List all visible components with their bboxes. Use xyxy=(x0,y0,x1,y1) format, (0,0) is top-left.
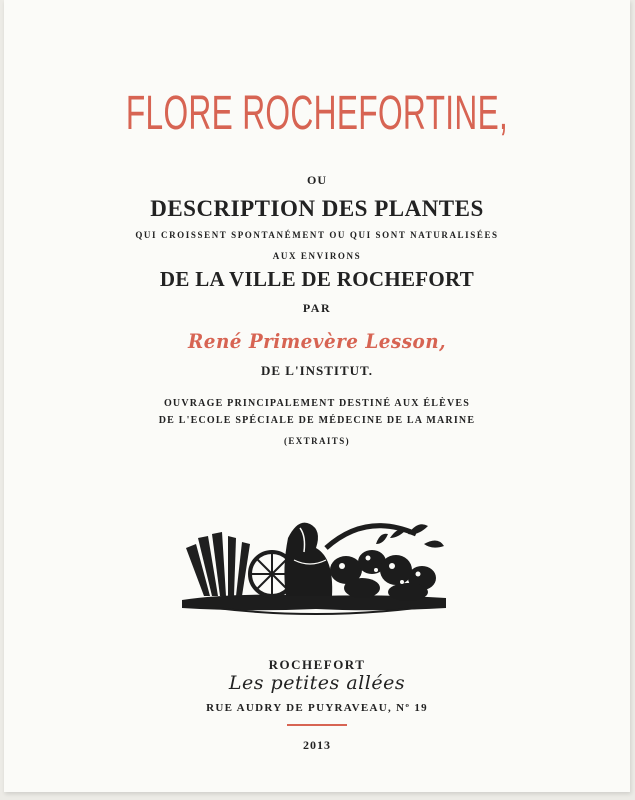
red-divider-rule xyxy=(287,724,347,726)
subtitle-place: DE LA VILLE DE ROCHEFORT xyxy=(159,267,475,291)
author-name: René Primevère Lesson, xyxy=(188,329,446,353)
title-page xyxy=(4,0,630,792)
subtitle-line-2: AUX ENVIRONS xyxy=(272,251,362,261)
author-affiliation: DE L'INSTITUT. xyxy=(260,363,373,378)
extracts-note: (EXTRAITS) xyxy=(283,436,350,446)
harvest-vignette-illustration xyxy=(176,508,452,624)
subtitle-heading: DESCRIPTION DES PLANTES xyxy=(150,196,484,221)
publication-year: 2013 xyxy=(303,738,331,752)
publication-city: ROCHEFORT xyxy=(268,657,366,672)
publisher-name: Les petites allées xyxy=(228,672,406,694)
book-title: FLORE ROCHEFORTINE, xyxy=(125,87,509,140)
publisher-address: RUE AUDRY DE PUYRAVEAU, Nº 19 xyxy=(206,702,428,714)
by-label: PAR xyxy=(302,301,332,315)
conjunction-ou: OU xyxy=(307,173,327,187)
purpose-line-2: DE L'ECOLE SPÉCIALE DE MÉDECINE DE LA MARINE xyxy=(158,415,476,426)
subtitle-line-1: QUI CROISSENT SPONTANÉMENT OU QUI SONT NATURALISÉES xyxy=(135,230,499,240)
purpose-line-1: OUVRAGE PRINCIPALEMENT DESTINÉ AUX ÉLÈVES xyxy=(163,398,471,409)
